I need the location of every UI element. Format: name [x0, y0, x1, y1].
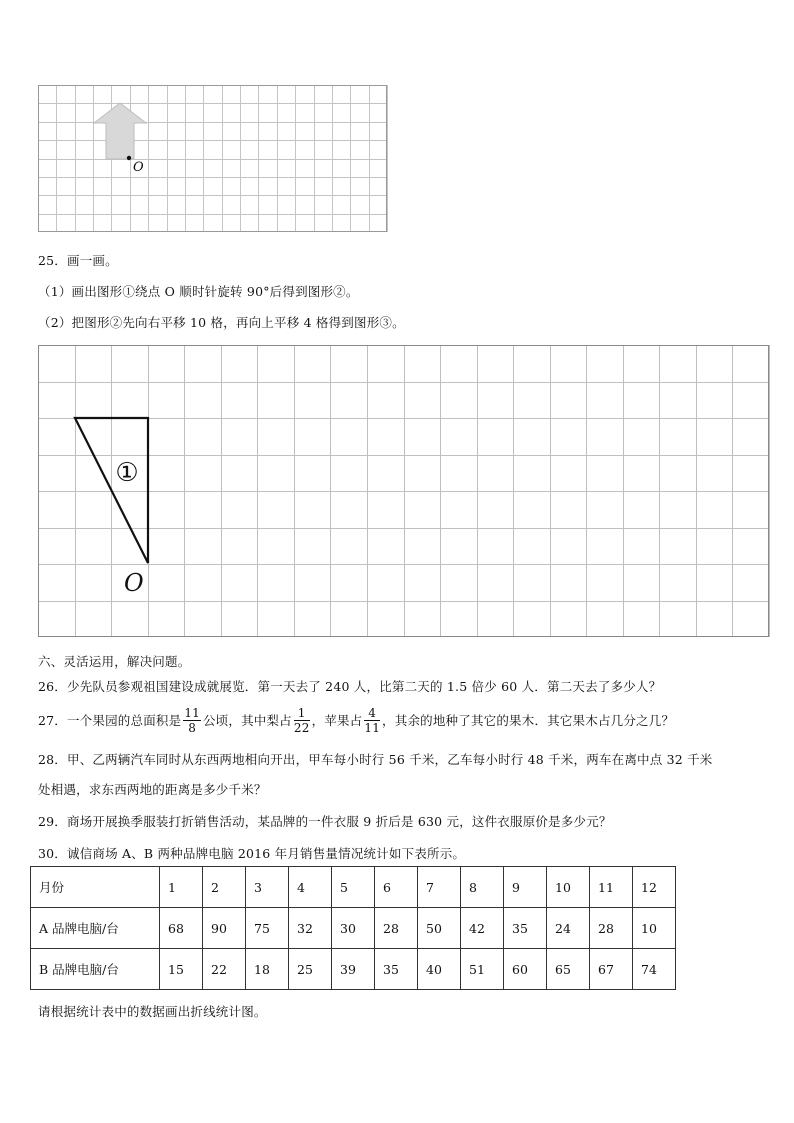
table-cell: 68: [160, 908, 203, 949]
table-cell: 25: [289, 949, 332, 990]
fraction-numerator: 4: [364, 707, 380, 721]
point-o-label-large: O: [124, 569, 144, 597]
table-cell: 67: [590, 949, 633, 990]
table-cell: 60: [504, 949, 547, 990]
q24-grid-figure: [38, 85, 388, 233]
table-cell: 35: [375, 949, 418, 990]
table-cell: 4: [289, 867, 332, 908]
q27-fraction-11-8: [183, 707, 201, 734]
q25-grid-figure: [38, 345, 770, 638]
table-cell: 6: [375, 867, 418, 908]
shape-1-label: ①: [115, 458, 139, 488]
table-cell: 8: [461, 867, 504, 908]
q27-fraction-1-22: [294, 707, 310, 734]
table-cell: 35: [504, 908, 547, 949]
table-cell: 28: [590, 908, 633, 949]
table-cell: 30: [332, 908, 375, 949]
table-cell: 9: [504, 867, 547, 908]
table-row-header: A 品牌电脑/台: [31, 908, 160, 949]
table-cell: 65: [547, 949, 590, 990]
table-cell: 7: [418, 867, 461, 908]
table-row-header: B 品牌电脑/台: [31, 949, 160, 990]
q27-text: [38, 700, 674, 740]
table-cell: 11: [590, 867, 633, 908]
table-cell: 40: [418, 949, 461, 990]
table-cell: 2: [203, 867, 246, 908]
point-o-label: O: [133, 160, 144, 175]
table-cell: 32: [289, 908, 332, 949]
table-cell: 24: [547, 908, 590, 949]
table-cell: 90: [203, 908, 246, 949]
table-cell: 42: [461, 908, 504, 949]
table-row: [31, 908, 676, 949]
q30-footer: 请根据统计表中的数据画出折线统计图。: [38, 1004, 267, 1019]
sales-table: [30, 866, 676, 990]
fraction-numerator: 1: [294, 707, 310, 721]
table-header-row: [31, 867, 676, 908]
fraction-denominator: 11: [364, 720, 381, 735]
table-cell: 1: [160, 867, 203, 908]
table-cell: 74: [633, 949, 676, 990]
q30-title: 30．诚信商场 A、B 两种品牌电脑 2016 年月销售量情况统计如下表所示。: [38, 846, 466, 861]
gray-arrow-shape: [94, 103, 146, 159]
table-cell: 18: [246, 949, 289, 990]
q28-line2: 处相遇，求东西两地的距离是多少千米？: [38, 782, 267, 797]
q27-suffix: ，其余的地种了其它的果木．其它果木占几分之几？: [382, 713, 675, 728]
fraction-denominator: 22: [293, 720, 310, 735]
q25-part2: （2）把图形②先向右平移 10 格，再向上平移 4 格得到图形③。: [38, 315, 405, 330]
table-cell: 28: [375, 908, 418, 949]
section-6-title: 六、灵活运用，解决问题。: [38, 654, 191, 669]
table-cell: 15: [160, 949, 203, 990]
table-cell: 51: [461, 949, 504, 990]
q26-text: 26．少先队员参观祖国建设成就展览．第一天去了 240 人，比第二天的 1.5 倍少 60 人．第二天去了多少人？: [38, 679, 662, 694]
point-o-dot: [127, 156, 131, 160]
table-row-header: 月份: [31, 867, 160, 908]
table-cell: 22: [203, 949, 246, 990]
table-cell: 3: [246, 867, 289, 908]
table-cell: 39: [332, 949, 375, 990]
fraction-denominator: 8: [188, 720, 197, 735]
table-cell: 10: [547, 867, 590, 908]
table-cell: 12: [633, 867, 676, 908]
table-row: [31, 949, 676, 990]
fraction-numerator: 11: [184, 705, 200, 720]
q27-mid1: 公顷，其中梨占: [202, 713, 292, 728]
q28-line1: 28．甲、乙两辆汽车同时从东西两地相向开出，甲车每小时行 56 千米，乙车每小时行 48 千米，两车在离中点 32 千米: [38, 752, 713, 767]
table-cell: 5: [332, 867, 375, 908]
q27-prefix: 27．一个果园的总面积是: [38, 713, 182, 728]
q29-text: 29．商场开展换季服装打折销售活动，某品牌的一件衣服 9 折后是 630 元，这件衣服原价是多少元？: [38, 814, 612, 829]
table-cell: 75: [246, 908, 289, 949]
table-cell: 50: [418, 908, 461, 949]
q27-mid2: ，苹果占: [311, 713, 363, 728]
q27-fraction-4-11: [364, 707, 380, 734]
q25-part1: （1）画出图形①绕点 O 顺时针旋转 90°后得到图形②。: [38, 284, 359, 299]
q25-title: 25．画一画。: [38, 253, 118, 268]
table-cell: 10: [633, 908, 676, 949]
